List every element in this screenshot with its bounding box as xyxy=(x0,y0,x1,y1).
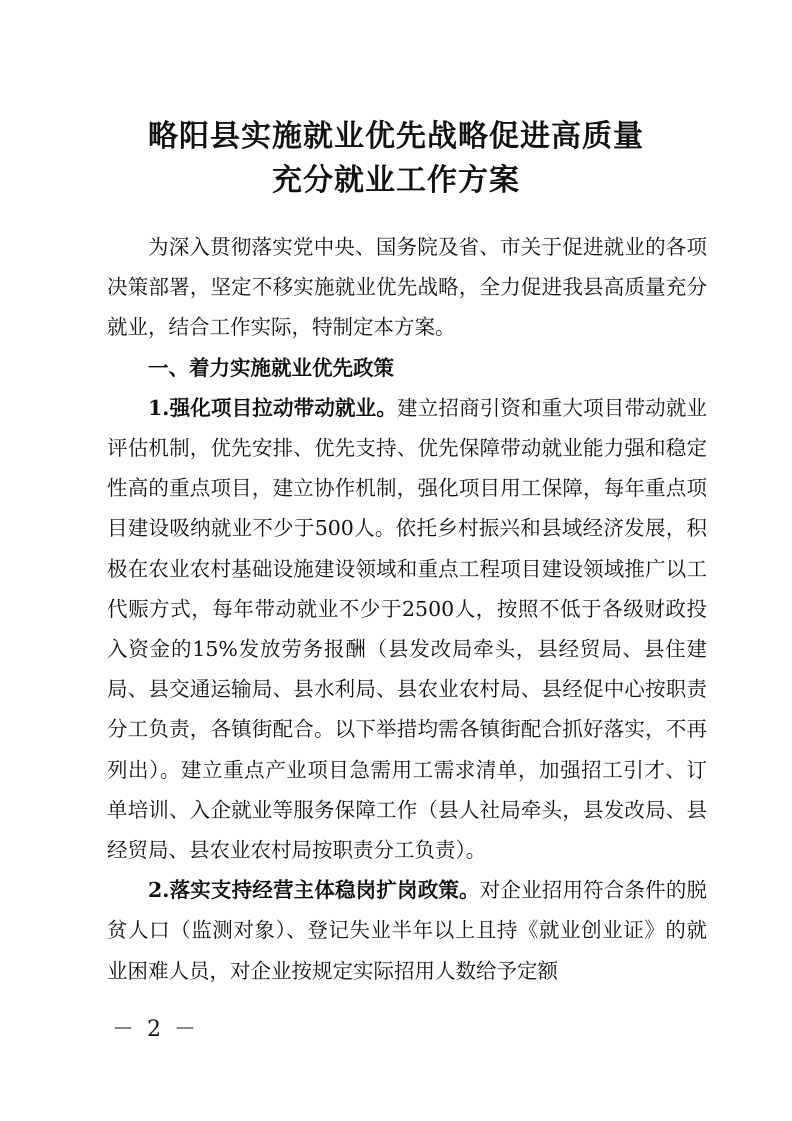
item-1-lead: 1.强化项目拉动带动就业。 xyxy=(148,395,398,420)
item-2-text: 对企业招用符合条件的脱贫人口（监测对象）、登记失业半年以上且持《就业创业证》的就业困难人员，对企业按规定实际招用人数给予定额 xyxy=(107,878,708,983)
item-1-text: 建立招商引资和重大项目带动就业评估机制，优先安排、优先支持、优先保障带动就业能力强和稳定性高的重点项目，建立协作机制，强化项目用工保障，每年重点项目建设吸纳就业不少于500人。依托乡村振兴和县域经济发展，积极在农业农村基础设施建设领域和重点工程项目建设领域推广以工代赈方式，每年带动就业不少于2500人，按照不低于各级财政投入资金的15%发放劳务报酬（县发改局牵头，县经贸局、县住建局、县交通运输局、县水利局、县农业农村局、县经促中心按职责分工负责，各镇街配合。以下举措均需各镇街配合抓好落实，不再列出）。建立重点产业项目急需用工需求清单，加强招工引才、订单培训、入企就业等服务保障工作（县人社局牵头，县发改局、县经贸局、县农业农村局按职责分工负责）。 xyxy=(107,395,708,863)
item-2-paragraph xyxy=(107,870,707,991)
section-1-heading: 一、着力实施就业优先政策 xyxy=(148,355,394,380)
item-2-lead: 2.落实支持经营主体稳岗扩岗政策。 xyxy=(148,878,480,903)
document-title-line-2: 充分就业工作方案 xyxy=(272,163,520,198)
document-body xyxy=(107,227,707,991)
intro-paragraph: 为深入贯彻落实党中央、国务院及省、市关于促进就业的各项决策部署，坚定不移实施就业优先战略，全力促进我县高质量充分就业，结合工作实际，特制定本方案。 xyxy=(107,235,707,340)
item-1-paragraph xyxy=(107,388,707,870)
page-number: － 2 － xyxy=(112,1017,199,1042)
document-title-line-1: 略阳县实施就业优先战略促进高质量 xyxy=(148,119,644,154)
